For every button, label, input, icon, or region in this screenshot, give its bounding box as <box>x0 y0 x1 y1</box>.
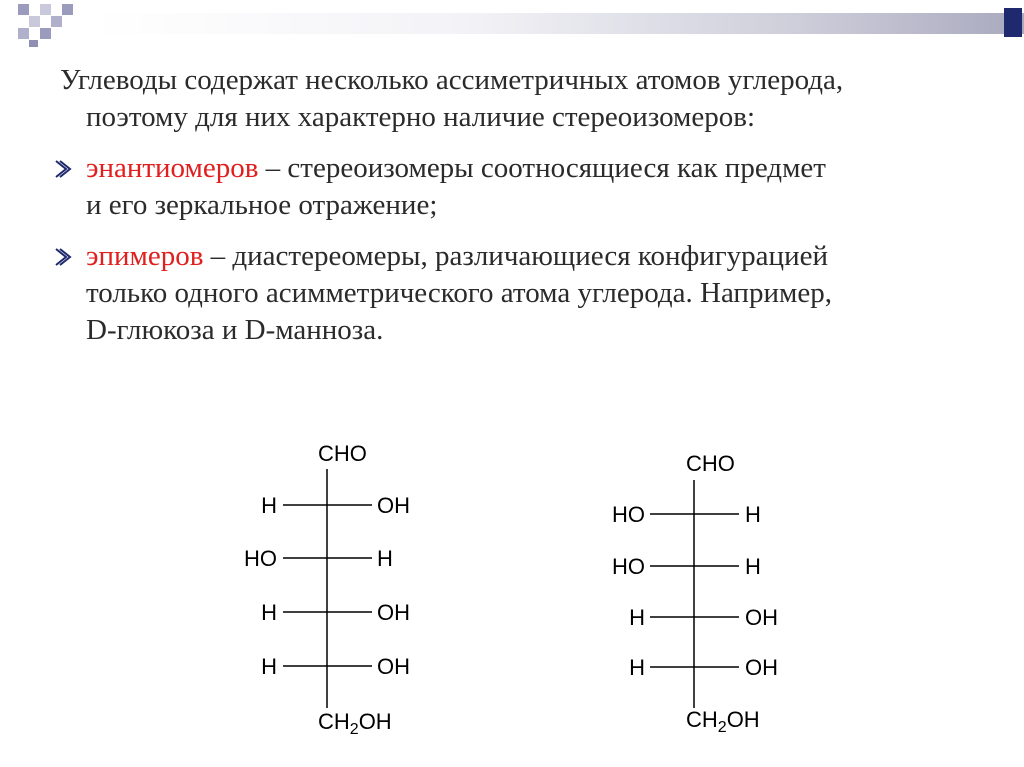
mannose-right-2: H <box>745 554 761 579</box>
term-enantiomers: энантиомеров <box>86 152 259 184</box>
glucose-top-group: CHO <box>318 441 367 466</box>
glucose-right-3: OH <box>377 600 410 625</box>
bullet-text: – стереоизомеры соотносящиеся как предмет <box>258 152 826 184</box>
glucose-right-2: H <box>377 546 393 571</box>
glucose-right-4: OH <box>377 654 410 679</box>
glucose-left-4: H <box>261 654 277 679</box>
glucose-right-1: OH <box>377 493 410 518</box>
mannose-right-4: OH <box>745 655 778 680</box>
bullet-text: только одного асимметрического атома углерода. Например, <box>86 277 832 309</box>
mannose-left-1: HO <box>612 502 645 527</box>
bullet-text: и его зеркальное отражение; <box>86 189 438 221</box>
intro-line-1: Углеводы содержат несколько ассиметричных атомов углерода, <box>60 64 844 96</box>
glucose-bottom-group: $CH_2OH$ <box>318 709 392 738</box>
bullet-text: D-глюкоза и D-манноза. <box>86 314 384 346</box>
mannose-right-3: OH <box>745 605 778 630</box>
glucose-left-3: H <box>261 600 277 625</box>
intro-line-2: поэтому для них характерно наличие стереоизомеров: <box>86 101 756 133</box>
mannose-top-group: CHO <box>686 451 735 476</box>
mannose-right-1: H <box>745 502 761 527</box>
term-epimers: эпимеров <box>86 240 204 272</box>
glucose-left-1: H <box>261 493 277 518</box>
mannose-fischer-projection <box>612 451 778 736</box>
mannose-left-3: H <box>629 605 645 630</box>
bullet-text: – диастереомеры, различающиеся конфигурацией <box>203 240 828 272</box>
mannose-left-2: HO <box>612 554 645 579</box>
mannose-left-4: H <box>629 655 645 680</box>
glucose-left-2: HO <box>244 546 277 571</box>
glucose-fischer-projection <box>244 441 410 738</box>
mannose-bottom-group: $CH_2OH$ <box>686 707 760 736</box>
